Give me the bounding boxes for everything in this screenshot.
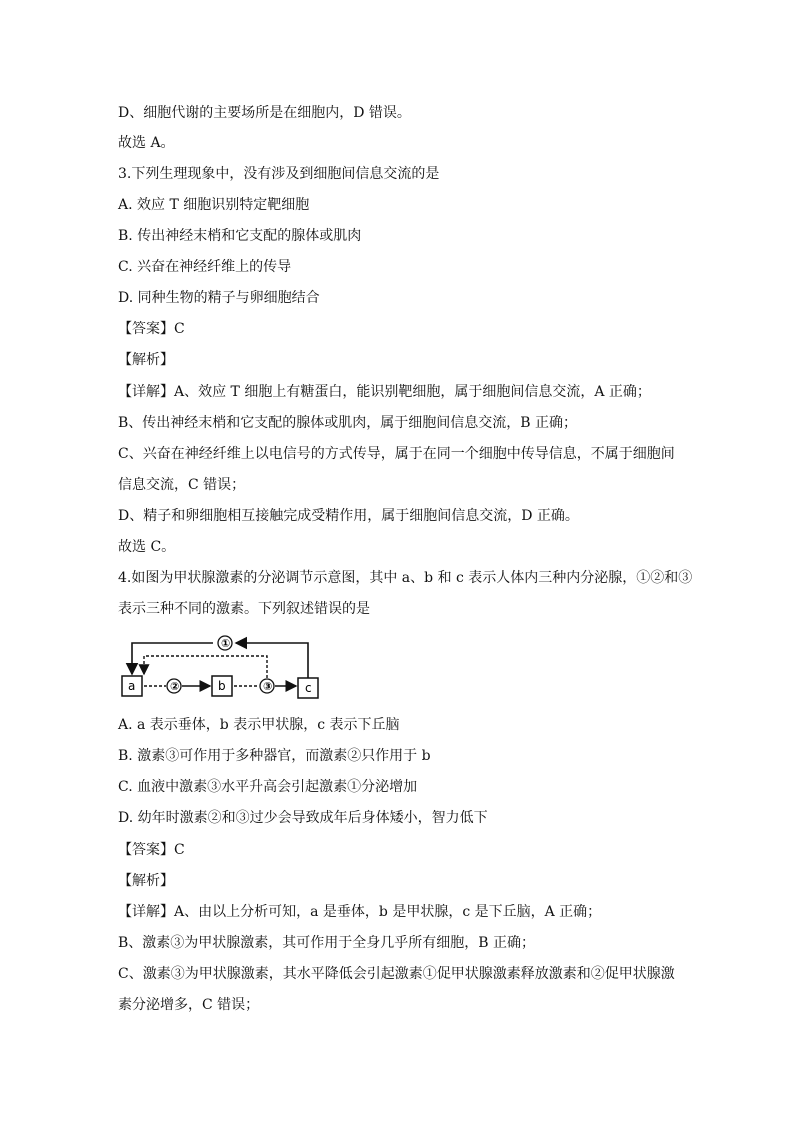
text-line: D、细胞代谢的主要场所是在细胞内，D 错误。: [118, 105, 411, 121]
answer-label: 【答案】C: [118, 321, 185, 337]
explanation-line: C、兴奋在神经纤维上以电信号的方式传导，属于在同一个细胞中传导信息，不属于细胞间: [118, 446, 675, 462]
explanation-line: 【详解】A、效应 T 细胞上有糖蛋白，能识别靶细胞，属于细胞间信息交流，A 正确；: [118, 384, 651, 400]
hormone-regulation-diagram: [118, 630, 328, 700]
question-3-option-c: C. 兴奋在神经纤维上的传导: [118, 259, 292, 275]
question-4-option-c: C. 血液中激素③水平升高会引起激素①分泌增加: [118, 779, 418, 795]
hormone-2-label: ②: [170, 680, 180, 693]
explanation-line: 【详解】A、由以上分析可知，a 是垂体，b 是甲状腺，c 是下丘脑，A 正确；: [118, 904, 602, 920]
question-4-option-d: D. 幼年时激素②和③过少会导致成年后身体矮小，智力低下: [118, 810, 488, 826]
hormone-3-label: ③: [263, 680, 273, 693]
node-a-label: a: [128, 679, 136, 693]
explanation-line: C、激素③为甲状腺激素，其水平降低会引起激素①促甲状腺激素释放激素和②促甲状腺激: [118, 966, 675, 982]
question-4-stem-cont: 表示三种不同的激素。下列叙述错误的是: [118, 601, 370, 617]
explanation-line: B、传出神经末梢和它支配的腺体或肌肉，属于细胞间信息交流，B 正确；: [118, 415, 578, 431]
question-3-option-b: B. 传出神经末梢和它支配的腺体或肌肉: [118, 228, 362, 244]
question-4-stem: 4.如图为甲状腺激素的分泌调节示意图，其中 a、b 和 c 表示人体内三种内分泌腺，①②和③: [118, 570, 693, 586]
question-3-stem: 3.下列生理现象中，没有涉及到细胞间信息交流的是: [118, 166, 440, 182]
question-3-option-a: A. 效应 T 细胞识别特定靶细胞: [118, 197, 310, 213]
conclusion-line: 故选 C。: [118, 539, 176, 555]
feedback-arrow-1: [236, 643, 308, 678]
explanation-line: 素分泌增多，C 错误；: [118, 997, 260, 1013]
question-4-option-b: B. 激素③可作用于多种器官，而激素②只作用于 b: [118, 748, 431, 764]
analysis-label: 【解析】: [118, 873, 174, 889]
text-line: 故选 A。: [118, 135, 175, 151]
hormone-1-label: ①: [221, 637, 231, 650]
explanation-line: B、激素③为甲状腺激素，其可作用于全身几乎所有细胞，B 正确；: [118, 935, 536, 951]
explanation-line: D、精子和卵细胞相互接触完成受精作用，属于细胞间信息交流，D 正确。: [118, 508, 579, 524]
question-4-option-a: A. a 表示垂体，b 表示甲状腺，c 表示下丘脑: [118, 717, 400, 733]
question-3-option-d: D. 同种生物的精子与卵细胞结合: [118, 290, 320, 306]
explanation-line: 信息交流，C 错误；: [118, 477, 246, 493]
node-b-label: b: [218, 679, 226, 693]
answer-label: 【答案】C: [118, 842, 185, 858]
node-c-label: c: [305, 681, 312, 695]
feedback-arrow-3: [144, 656, 267, 678]
analysis-label: 【解析】: [118, 352, 174, 368]
